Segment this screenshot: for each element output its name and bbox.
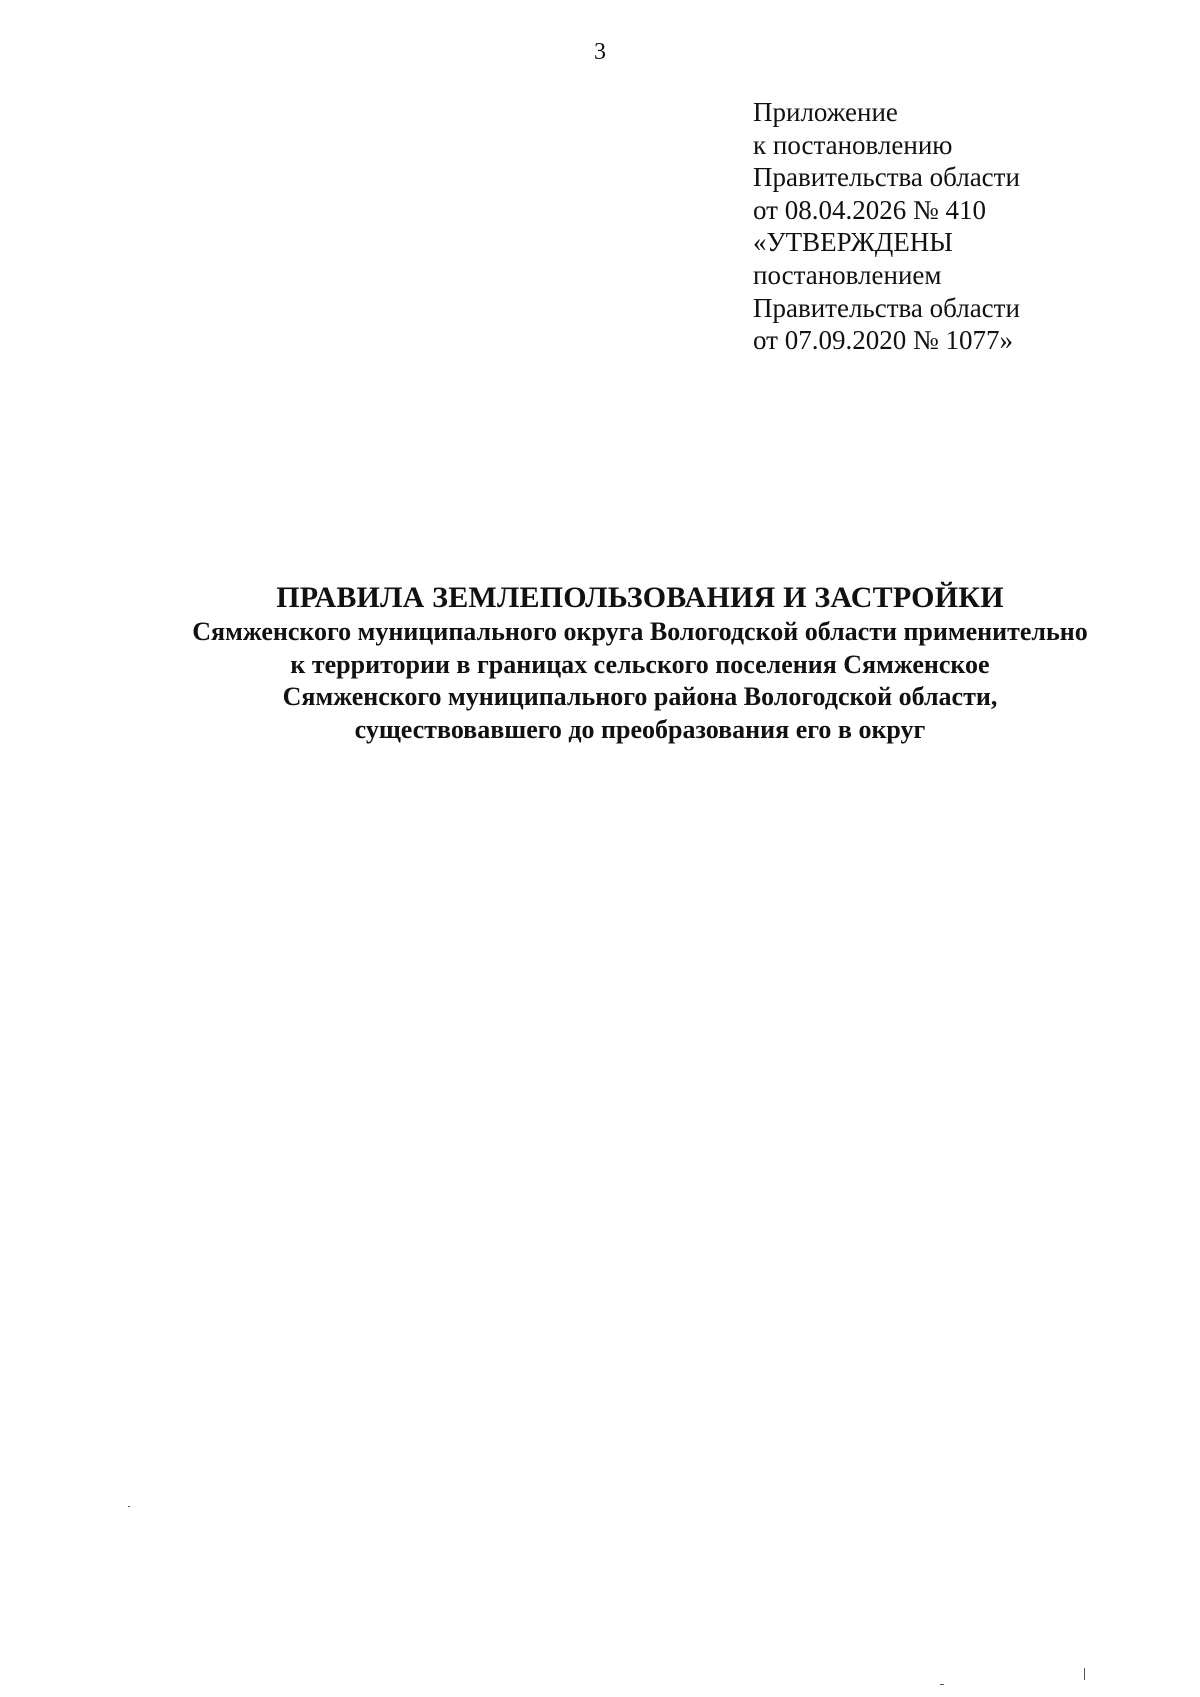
scan-artifact: [1084, 1668, 1085, 1680]
document-subtitle-line: Сямженского муниципального района Вологодской области,: [282, 682, 998, 712]
appendix-block: [753, 96, 1173, 357]
appendix-line: Правительства области: [753, 292, 1020, 323]
appendix-line: Приложение: [753, 97, 898, 127]
appendix-line: от 07.09.2020 № 1077»: [753, 325, 1013, 356]
document-subtitle-line: Сямженского муниципального округа Вологодской области применительно: [192, 617, 1088, 646]
document-title-block: [80, 580, 1200, 746]
document-title: ПРАВИЛА ЗЕМЛЕПОЛЬЗОВАНИЯ И ЗАСТРОЙКИ: [276, 581, 1004, 614]
appendix-line: от 08.04.2026 № 410: [753, 194, 986, 225]
scan-artifact: [940, 1684, 944, 1685]
appendix-line: «УТВЕРЖДЕНЫ: [753, 227, 953, 258]
scan-artifact: [128, 1506, 130, 1507]
appendix-line: к постановлению: [753, 129, 953, 160]
appendix-line: постановлением: [753, 259, 942, 290]
document-subtitle-line: к территории в границах сельского поселения Сямженское: [290, 649, 990, 679]
document-subtitle-line: существовавшего до преобразования его в округ: [354, 714, 926, 744]
page-number: 3: [594, 39, 606, 65]
appendix-line: Правительства области: [753, 162, 1020, 193]
